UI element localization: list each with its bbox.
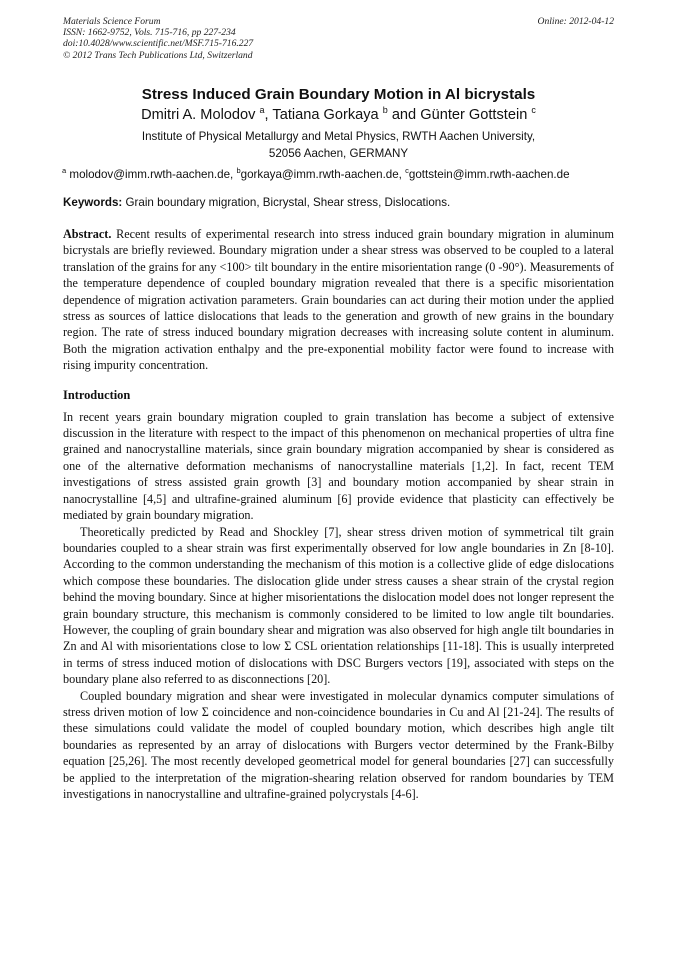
author-separator: , xyxy=(264,107,273,123)
email-link[interactable]: molodov@imm.rwth-aachen.de, xyxy=(69,168,237,181)
paragraph: Theoretically predicted by Read and Shockley [7], shear stress driven motion of symmetrical tilt grain boundaries coupled to a shear strain was first experimentally observed for low angle boundaries in Zn [8-10]. According to the common understanding the mechanism of this motion is a collective glide of edge dislocations which compose these boundaries. The dislocation glide under stress causes a shear strain of the crystal region behind the moving boundary. Since at higher misorientations the dislocation model does not longer represent the grain boundary structure, this mechanism is commonly considered to be limited to low angle tilt boundaries. However, the coupling of grain boundary shear and migration was also observed for high angle tilt boundaries in Zn and Al with misorientations close to low Σ CSL orientation relationships [11-18]. This is usually interpreted in terms of stress induced motion of dislocations with DSC Burgers vectors [19], associated with steps on the boundary plane also referred to as disconnections [20]. xyxy=(63,524,614,687)
introduction-body xyxy=(63,409,614,803)
journal-header xyxy=(63,16,614,62)
author-list xyxy=(63,105,614,125)
abstract xyxy=(63,226,614,374)
paper-page xyxy=(63,16,614,802)
affiliation-line: 52056 Aachen, GERMANY xyxy=(268,146,409,160)
affiliation-line: Institute of Physical Metallurgy and Metal Physics, RWTH Aachen University, xyxy=(141,130,536,143)
section-heading: Introduction xyxy=(63,387,131,402)
paper-title: Stress Induced Grain Boundary Motion in Al bicrystals xyxy=(141,86,536,103)
author-sup: b xyxy=(382,105,388,115)
paragraph: In recent years grain boundary migration coupled to grain translation has become a subject of extensive discussion in the literature with respect to the impact of this phenomenon on mechanical properties of ultra fine grained and nanocrystalline materials, since grain boundary migration accompanied by shear is considered as one of the alternative deformation mechanisms of nanocrystalline materials [1,2]. In fact, recent TEM investigations of stress assisted grain growth [3] and boundary motion accompanied by shear strain in nanocrystalline [4,5] and ultrafine-grained aluminum [6] provide evidence that plasticity can effectively be mediated by grain boundary migration. xyxy=(63,409,614,523)
email-link[interactable]: gorkaya@imm.rwth-aachen.de, xyxy=(240,168,406,181)
affiliation xyxy=(63,129,614,162)
email-link[interactable]: gottstein@imm.rwth-aachen.de xyxy=(408,168,570,181)
author-name: Dmitri A. Molodov xyxy=(141,107,256,123)
doi-line: doi:10.4028/www.scientific.net/MSF.715-716.227 xyxy=(63,38,254,50)
abstract-label: Abstract. xyxy=(63,227,112,241)
email-sup: c xyxy=(405,166,409,175)
author-sup: a xyxy=(259,105,265,115)
keywords-label: Keywords: xyxy=(63,196,123,209)
abstract-text: Recent results of experimental research into stress induced grain boundary migration in aluminum bicrystals are briefly reviewed. Boundary migration under a shear stress was observed to be coupled to a lateral translation of the grains for any <100> tilt boundary in the entire misorientation range (0 -90°). Measurements of the temperature dependence of coupled boundary migration revealed that there is a specific misorientation dependence of migration activation parameters. Grain boundaries can act during their motion under the applied stress as sources of lattice dislocations that leads to the generation and growth of new grains in the boundary region. The rate of stress induced boundary migration decreases with increasing solute content in aluminum. Both the migration activation enthalpy and the pre-exponential mobility factor were found to increase with rising impurity concentration. xyxy=(63,227,614,373)
email-sup: a xyxy=(62,166,67,175)
author-separator: and xyxy=(387,107,421,123)
journal-name: Materials Science Forum xyxy=(63,16,161,27)
keywords-text: Grain boundary migration, Bicrystal, Shear stress, Dislocations. xyxy=(122,196,451,209)
issn-line: ISSN: 1662-9752, Vols. 715-716, pp 227-234 xyxy=(63,27,236,39)
author-name: Günter Gottstein xyxy=(420,107,528,123)
paragraph: Coupled boundary migration and shear were investigated in molecular dynamics computer simulations of stress driven motion of low Σ coincidence and non-coincidence boundaries in Cu and Al [21-24]. The results of these simulations could validate the model of coupled boundary motion, which describes high angle tilt boundaries as represented by an array of dislocations with Burgers vector determined by the Frank-Bilby equation [25,26]. The most recently developed geometrical model for general boundaries [27] can successfully be applied to the interpretation of the migration-shearing relation observed for random boundaries by TEM investigations in nanocrystalline and ultrafine-grained polycrystals [4-6]. xyxy=(63,688,614,801)
author-name: Tatiana Gorkaya xyxy=(272,107,379,123)
copyright-line: © 2012 Trans Tech Publications Ltd, Switzerland xyxy=(63,49,253,61)
author-sup: c xyxy=(531,105,536,115)
email-sup: b xyxy=(236,166,241,175)
keywords xyxy=(63,195,614,211)
email-list xyxy=(62,167,614,183)
online-date: Online: 2012-04-12 xyxy=(537,16,614,27)
